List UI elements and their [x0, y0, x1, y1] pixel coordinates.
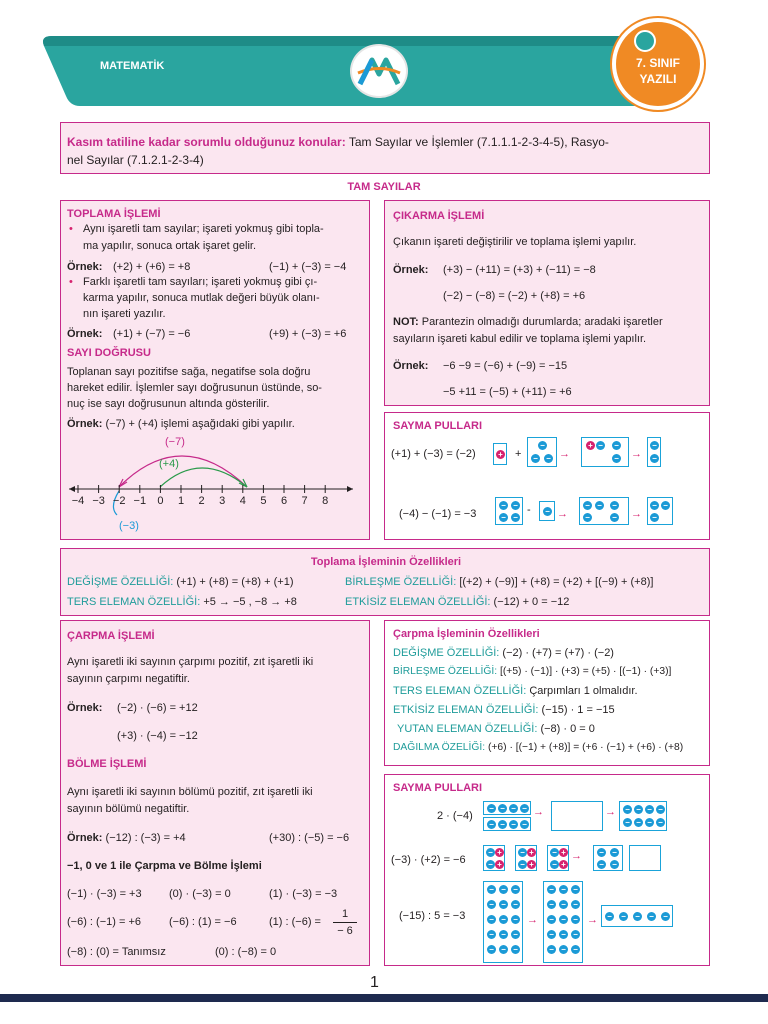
tile-minus1 [539, 501, 555, 521]
chip-tile [483, 881, 523, 963]
minus-chip-icon: − [511, 945, 520, 954]
minus-chip-icon: − [520, 820, 529, 829]
minus-chip-icon: − [499, 900, 508, 909]
c-yut-row [397, 722, 595, 736]
etk-label: ETKİSİZ ELEMAN ÖZELLİĞİ: [345, 596, 491, 608]
carpma-title: ÇARPMA İŞLEMİ [67, 630, 155, 642]
minus-chip-icon: − [486, 860, 495, 869]
minus-chip-icon: − [499, 501, 508, 510]
tile-plus [493, 443, 507, 465]
minus-chip-icon: − [647, 912, 656, 921]
minus-chip-icon: − [511, 501, 520, 510]
arrow-icon: → [571, 850, 582, 862]
c-bir-label: BİRLEŞME ÖZELLİĞİ: [393, 666, 498, 677]
chip-tile [483, 801, 531, 815]
minus-chip-icon: − [571, 930, 580, 939]
special-title: −1, 0 ve 1 ile Çarpma ve Bölme İşlemi [67, 860, 262, 872]
frac-bar [333, 922, 357, 923]
minus-chip-icon: − [487, 885, 496, 894]
minus-chip-icon: − [634, 805, 643, 814]
tile-result1 [581, 437, 629, 467]
arc-p4-label: (+4) [159, 458, 179, 470]
deg-text: (+1) + (+8) = (+8) + (+1) [173, 576, 294, 588]
intro-rest1: Tam Sayılar ve İşlemler (7.1.1.1-2-3-4-5), Rasyo- [345, 135, 609, 149]
minus-chip-icon: − [595, 501, 604, 510]
plus-chip-icon: + [586, 441, 595, 450]
minus-chip-icon: − [661, 501, 670, 510]
minus-chip-icon: − [520, 804, 529, 813]
ters-label: TERS ELEMAN ÖZELLİĞİ: [67, 596, 201, 608]
minus-chip-icon: − [509, 820, 518, 829]
footer-bar [0, 994, 768, 1002]
minus-chip-icon: − [547, 915, 556, 924]
header-banner [40, 36, 700, 106]
cikarma-box [384, 200, 710, 406]
arrow-icon: → [605, 806, 616, 818]
tick-label: 7 [301, 495, 308, 507]
c-etk-text: (−15) · 1 = −15 [538, 704, 615, 716]
bir-label: BİRLEŞME ÖZELLİĞİ: [345, 576, 457, 588]
minus-chip-icon: − [559, 930, 568, 939]
r2c: (1) : (−6) = [269, 916, 321, 928]
minus-chip-icon: − [633, 912, 642, 921]
minus-chip-icon: − [511, 513, 520, 522]
minus-chip-icon: − [610, 860, 619, 869]
minus-chip-icon: − [612, 441, 621, 450]
r3b: (0) : (−8) = 0 [215, 946, 277, 958]
bolme-title: BÖLME İŞLEMİ [67, 758, 147, 770]
minus-chip-icon: − [650, 501, 659, 510]
minus-chip-icon: − [531, 454, 540, 463]
bolme-ex2: (+30) : (−5) = −6 [269, 832, 350, 844]
minus-chip-icon: − [645, 818, 654, 827]
tick-label: 1 [177, 495, 185, 507]
plus-chip-icon: + [495, 848, 504, 857]
minus-chip-icon: − [544, 454, 553, 463]
chip-tile [483, 845, 505, 871]
section-title: TAM SAYILAR [347, 181, 421, 193]
tick-label: 6 [280, 495, 288, 507]
minus-chip-icon: − [518, 848, 527, 857]
minus-chip-icon: − [559, 900, 568, 909]
sayma1-box [384, 412, 710, 540]
arc-m3-label: (−3) [119, 520, 139, 532]
r1c: (1) · (−3) = −3 [269, 888, 338, 900]
minus-chip-icon: − [612, 454, 621, 463]
minus-chip-icon: − [583, 501, 592, 510]
toplama-ex2-a: (+1) + (−7) = −6 [113, 328, 191, 340]
r2b: (−6) : (1) = −6 [169, 916, 237, 928]
minus-chip-icon: − [571, 885, 580, 894]
sayma2-eq1: 2 · (−4) [437, 810, 473, 822]
chip-tile [593, 845, 623, 871]
sayma1-plus: + [515, 448, 522, 460]
frac-num: 1 [341, 908, 349, 920]
grade-line1: 7. SINIF [635, 56, 680, 70]
carpma-ex-label: Örnek: [67, 702, 103, 714]
minus-chip-icon: − [547, 900, 556, 909]
sayma2-title: SAYMA PULLARI [393, 782, 483, 794]
r1a: (−1) · (−3) = +3 [67, 888, 142, 900]
minus-chip-icon: − [661, 912, 670, 921]
minus-chip-icon: − [487, 820, 496, 829]
minus-chip-icon: − [610, 848, 619, 857]
minus-chip-icon: − [559, 945, 568, 954]
minus-chip-icon: − [547, 885, 556, 894]
c-yut-text: (−8) · 0 = 0 [537, 723, 595, 735]
minus-chip-icon: − [610, 501, 619, 510]
cikarma-ex4: −5 +11 = (−5) + (+11) = +6 [443, 386, 572, 398]
toplama-ex1-b: (−1) + (−3) = −4 [269, 261, 347, 273]
c-ters-text: Çarpımları 1 olmalıdır. [526, 685, 638, 697]
tick-label: −2 [112, 495, 126, 507]
tick-label: 5 [260, 495, 267, 507]
cikarma-ex2: (−2) − (−8) = (−2) + (+8) = +6 [443, 290, 586, 302]
arrow-icon: → [587, 914, 598, 926]
minus-chip-icon: − [571, 945, 580, 954]
minus-chip-icon: − [597, 860, 606, 869]
arrow-icon: → [527, 914, 538, 926]
minus-chip-icon: − [499, 945, 508, 954]
cikarma-not-l2: sayıların işareti kabul edilir ve toplama işlemi yapılır. [393, 333, 647, 345]
tick-label: −4 [71, 495, 85, 507]
carpma-ozellik-title: Çarpma İşleminin Özellikleri [393, 628, 540, 640]
minus-chip-icon: − [583, 513, 592, 522]
tick-label: −3 [92, 495, 105, 507]
cikarma-ex-label: Örnek: [393, 264, 429, 276]
minus-chip-icon: − [656, 805, 665, 814]
tile-result4 [647, 497, 673, 525]
etk-row [345, 595, 569, 609]
sd-ex-label: Örnek: [67, 418, 103, 430]
sayma1-eq2: (−4) − (−1) = −3 [399, 508, 477, 520]
r2a: (−6) : (−1) = +6 [67, 916, 141, 928]
minus-chip-icon: − [650, 513, 659, 522]
minus-chip-icon: − [619, 912, 628, 921]
chip-tile [629, 845, 661, 871]
minus-chip-icon: − [550, 848, 559, 857]
plus-chip-icon: + [495, 860, 504, 869]
sayi-dogrusu-title: SAYI DOĞRUSU [67, 347, 151, 359]
tile-result3 [579, 497, 629, 525]
cikarma-ex1: (+3) − (+11) = (+3) + (−11) = −8 [443, 264, 596, 276]
minus-chip-icon: − [538, 441, 547, 450]
minus-chip-icon: − [487, 930, 496, 939]
sayma2-eq3: (−15) : 5 = −3 [399, 910, 466, 922]
minus-chip-icon: − [511, 885, 520, 894]
c-ters-row [393, 684, 638, 698]
number-line [61, 431, 361, 541]
minus-chip-icon: − [499, 915, 508, 924]
c-etk-row [393, 703, 615, 717]
arrow-icon: → [631, 448, 642, 460]
sayma1-minus: - [527, 504, 531, 516]
minus-chip-icon: − [610, 513, 619, 522]
toplama-b2-l1: • Farklı işaretli tam sayıları; işareti yokmuş gibi çı- [83, 275, 317, 289]
arrow-icon: → [557, 508, 568, 520]
sd-l1: Toplanan sayı pozitifse sağa, negatifse sola doğru [67, 366, 311, 378]
bir-row [345, 575, 653, 589]
minus-chip-icon: − [650, 454, 659, 463]
carpma-ex1: (−2) · (−6) = +12 [117, 702, 198, 714]
toplama-ex1-a: (+2) + (+6) = +8 [113, 261, 191, 273]
minus-chip-icon: − [645, 805, 654, 814]
minus-chip-icon: − [486, 848, 495, 857]
minus-chip-icon: − [597, 848, 606, 857]
logo-mark-icon [352, 46, 406, 96]
toplama-b1-l2: ma yapılır, sonuca ortak işaret gelir. [83, 240, 257, 252]
carpma-l2: sayının çarpımı negatiftir. [67, 673, 190, 685]
toplama-b1-l1: • Aynı işaretli tam sayılar; işareti yokmuş gibi topla- [83, 222, 324, 236]
minus-chip-icon: − [487, 915, 496, 924]
c-dag-label: DAĞILMA ÖZELİĞİ: [393, 742, 486, 753]
grade-badge [612, 18, 704, 110]
minus-chip-icon: − [550, 860, 559, 869]
deg-label: DEĞİŞME ÖZELLİĞİ: [67, 576, 174, 588]
carpma-l1: Aynı işaretli iki sayının çarpımı pozitif, zıt işaretli iki [67, 656, 314, 668]
clock-icon [634, 30, 656, 52]
toplama-ex2-label: Örnek: [67, 328, 103, 340]
deg-row [67, 575, 294, 589]
toplama-ozellik-title: Toplama İşleminin Özellikleri [310, 556, 462, 568]
chip-tile [547, 845, 569, 871]
minus-chip-icon: − [571, 915, 580, 924]
toplama-ex2-b: (+9) + (−3) = +6 [269, 328, 347, 340]
minus-chip-icon: − [518, 860, 527, 869]
sayma2-box [384, 774, 710, 966]
c-deg-row [393, 646, 614, 660]
arrow-icon: → [533, 806, 544, 818]
c-dag-text: (+6) · [(−1) + (+8)] = (+6 · (−1) + (+6) · (+8) [485, 742, 684, 753]
minus-chip-icon: − [656, 818, 665, 827]
minus-chip-icon: − [547, 930, 556, 939]
intro-lead: Kasım tatiline kadar sorumlu olduğunuz konular: [67, 135, 346, 149]
bolme-l2: sayının bölümü negatiftir. [67, 803, 190, 815]
minus-chip-icon: − [559, 915, 568, 924]
sd-ex-text: (−7) + (+4) işlemi aşağıdaki gibi yapılır. [102, 418, 295, 430]
plus-chip-icon: + [527, 848, 536, 857]
cikarma-ex3-label: Örnek: [393, 360, 429, 372]
sayma2-eq2: (−3) · (+2) = −6 [391, 854, 466, 866]
minus-chip-icon: − [487, 900, 496, 909]
cikarma-title: ÇIKARMA İŞLEMİ [393, 210, 485, 222]
plus-chip-icon: + [496, 450, 505, 459]
minus-chip-icon: − [498, 804, 507, 813]
toplama-b2-l2: karma yapılır, sonuca mutlak değeri büyük olanı- [83, 292, 320, 304]
toplama-ozellik-box [60, 548, 710, 616]
bolme-ex-label: Örnek: [67, 832, 103, 844]
frac-den: − 6 [337, 925, 353, 937]
c-ters-label: TERS ELEMAN ÖZELLİĞİ: [393, 685, 527, 697]
intro-rest2: nel Sayılar (7.1.2.1-2-3-4) [67, 153, 204, 167]
ters-text: +5 → −5 , −8 → +8 [200, 596, 297, 608]
plus-chip-icon: + [527, 860, 536, 869]
cikarma-ex3: −6 −9 = (−6) + (−9) = −15 [443, 360, 568, 372]
c-bir-row [393, 665, 671, 679]
minus-chip-icon: − [571, 900, 580, 909]
toplama-ex1-label: Örnek: [67, 261, 103, 273]
minus-chip-icon: − [499, 513, 508, 522]
minus-chip-icon: − [487, 804, 496, 813]
c-yut-label: YUTAN ELEMAN ÖZELLİĞİ: [397, 723, 538, 735]
carpma-ozellik-box [384, 620, 710, 766]
tick-label: 2 [198, 495, 205, 507]
tile-minus4 [495, 497, 523, 525]
minus-chip-icon: − [605, 912, 614, 921]
chip-tile [551, 801, 603, 831]
minus-chip-icon: − [547, 945, 556, 954]
toplama-box [60, 200, 370, 540]
bolme-ex1: (−12) : (−3) = +4 [102, 832, 186, 844]
tick-label: 8 [322, 495, 329, 507]
tick-label: −1 [133, 495, 147, 507]
logo [350, 44, 408, 98]
carpma-box [60, 620, 370, 966]
minus-chip-icon: − [623, 818, 632, 827]
minus-chip-icon: − [543, 507, 552, 516]
intro-line1 [67, 133, 609, 151]
minus-chip-icon: − [509, 804, 518, 813]
tile-minus3 [527, 437, 557, 467]
toplama-title: TOPLAMA İŞLEMİ [67, 208, 161, 220]
chip-tile [483, 817, 531, 831]
sayma1-title: SAYMA PULLARI [393, 420, 483, 432]
grade-line2: YAZILI [639, 72, 677, 86]
c-bir-text: [(+5) · (−1)] · (+3) = (+5) · [(−1) · (+3)] [497, 666, 672, 677]
bir-text: [(+2) + (−9)] + (+8) = (+2) + [(−9) + (+8)] [456, 576, 654, 588]
minus-chip-icon: − [596, 441, 605, 450]
tick-label: 0 [157, 495, 164, 507]
subject-label: MATEMATİK [100, 60, 165, 72]
cikarma-l1: Çıkanın işareti değiştirilir ve toplama işlemi yapılır. [393, 236, 637, 248]
r3a: (−8) : (0) = Tanımsız [67, 946, 166, 958]
not-label: NOT: [393, 316, 419, 328]
minus-chip-icon: − [498, 820, 507, 829]
c-dag-row [393, 741, 683, 755]
minus-chip-icon: − [511, 900, 520, 909]
c-deg-text: (−2) · (+7) = (+7) · (−2) [499, 647, 614, 659]
minus-chip-icon: − [511, 930, 520, 939]
etk-text: (−12) + 0 = −12 [490, 596, 570, 608]
intro-box [60, 122, 710, 174]
minus-chip-icon: − [499, 885, 508, 894]
minus-chip-icon: − [634, 818, 643, 827]
minus-chip-icon: − [511, 915, 520, 924]
c-etk-label: ETKİSİZ ELEMAN ÖZELLİĞİ: [393, 704, 539, 716]
plus-chip-icon: + [559, 860, 568, 869]
carpma-ex2: (+3) · (−4) = −12 [117, 730, 198, 742]
not-l1: Parantezin olmadığı durumlarda; aradaki işaretler [418, 316, 663, 328]
chip-tile [515, 845, 537, 871]
minus-chip-icon: − [499, 930, 508, 939]
tick-label: 3 [219, 495, 226, 507]
tick-label: 4 [239, 495, 246, 507]
minus-chip-icon: − [650, 441, 659, 450]
r1b: (0) · (−3) = 0 [169, 888, 231, 900]
toplama-b2-l3: nın işareti yazılır. [83, 308, 166, 320]
tile-result2 [647, 437, 661, 467]
ters-row [67, 595, 297, 609]
arc-m7-label: (−7) [165, 436, 185, 448]
minus-chip-icon: − [623, 805, 632, 814]
page-number: 1 [370, 974, 379, 991]
bolme-l1: Aynı işaretli iki sayının bölümü pozitif, zıt işaretli iki [67, 786, 313, 798]
sd-l2: hareket edilir. İşlemler sayı doğrusunun üstünde, so- [67, 382, 322, 394]
minus-chip-icon: − [487, 945, 496, 954]
sayma1-eq1: (+1) + (−3) = (−2) [391, 448, 476, 460]
cikarma-not [393, 315, 663, 329]
plus-chip-icon: + [559, 848, 568, 857]
chip-tile [543, 881, 583, 963]
c-deg-label: DEĞİŞME ÖZELLİĞİ: [393, 647, 500, 659]
sd-example [67, 417, 295, 431]
arrow-icon: → [631, 508, 642, 520]
sd-l3: nuç ise sayı doğrusunun altında gösterilir. [67, 398, 270, 410]
bolme-ex-row [67, 831, 186, 845]
chip-tile [619, 801, 667, 831]
arrow-icon: → [559, 448, 570, 460]
minus-chip-icon: − [559, 885, 568, 894]
chip-tile [601, 905, 673, 927]
